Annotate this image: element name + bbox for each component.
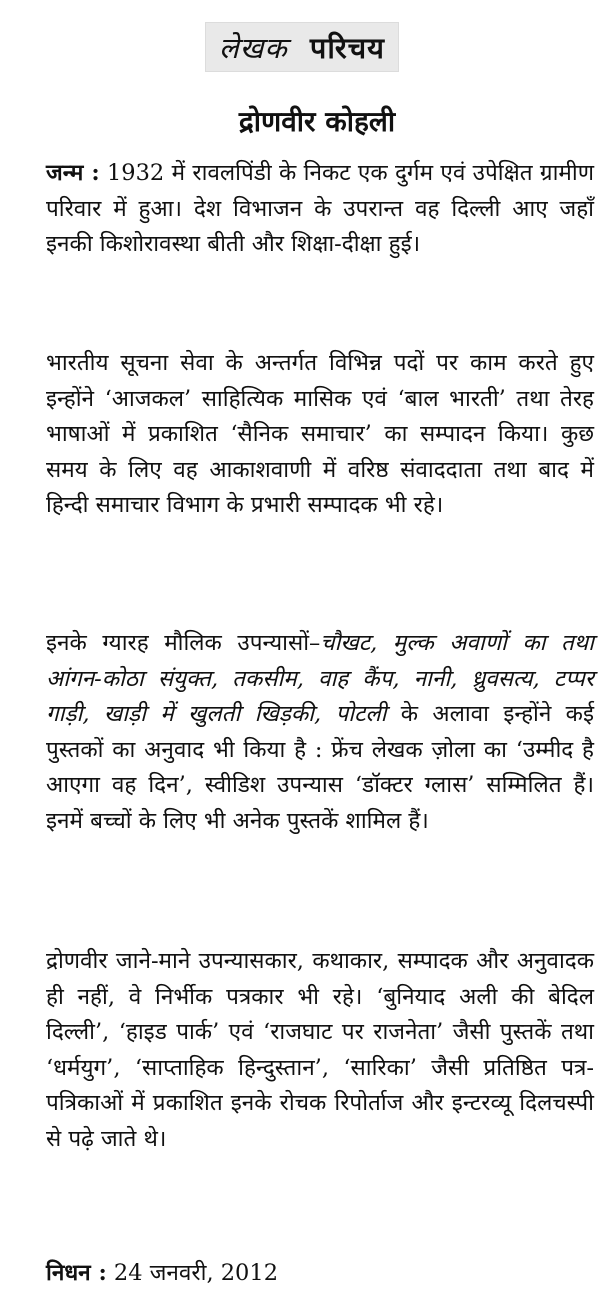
death-label: निधन : <box>46 1260 107 1286</box>
heading-word-lekhak: लेखक <box>219 30 288 65</box>
works-paragraph <box>46 626 594 839</box>
works-novels: चौखट, मुल्क अवाणों का तथा आंगन-कोठा संयुक्त, तकसीम, वाह कैंप, नानी, ध्रुवसत्य, टप्पर गाड़ी, खाड़ी में खुलती खिड़की, पोटली <box>46 630 594 727</box>
author-name: द्रोणवीर कोहली <box>238 105 396 138</box>
section-heading <box>219 28 385 67</box>
birth-label: जन्म : <box>46 160 100 186</box>
journalism-paragraph: द्रोणवीर जाने-माने उपन्यासकार, कथाकार, सम्पादक और अनुवादक ही नहीं, वे निर्भीक पत्रकार भी रहे। ‘बुनियाद अली की बेदिल दिल्ली’, ‘हाइड पार्क’ एवं ‘राजघाट पर राजनेता’ जैसी पुस्तकें तथा ‘धर्मयुग’, ‘साप्ताहिक हिन्दुस्तान’, ‘सारिका’ जैसी प्रतिष्ठित पत्र-पत्रिकाओं में प्रकाशित इनके रोचक रिपोर्ताज और इन्टरव्यू दिलचस्पी से पढ़े जाते थे। <box>46 948 594 1152</box>
death-text: 24 जनवरी, 2012 <box>106 1260 279 1286</box>
section-heading-box <box>205 22 399 72</box>
works-intro: इनके ग्यारह मौलिक उपन्यासों– <box>46 630 321 656</box>
career-paragraph: भारतीय सूचना सेवा के अन्तर्गत विभिन्न पदों पर काम करते हुए इन्होंने ‘आजकल’ साहित्यिक मासिक एवं ‘बाल भारती’ तथा तेरह भाषाओं में प्रकाशित ‘सैनिक समाचार’ का सम्पादन किया। कुछ समय के लिए वह आकाशवाणी में वरिष्ठ संवाददाता तथा बाद में हिन्दी समाचार विभाग के प्रभारी सम्पादक भी रहे। <box>46 350 594 518</box>
works-rest: के अलावा इन्होंने कई पुस्तकों का अनुवाद भी किया है : फ्रेंच लेखक ज़ोला का ‘उम्मीद है आएगा वह दिन’, स्वीडिश उपन्यास ‘डॉक्टर ग्लास’ सम्मिलित हैं। इनमें बच्चों के लिए भी अनेक पुस्तकें शामिल हैं। <box>46 701 594 834</box>
birth-text: 1932 में रावलपिंडी के निकट एक दुर्गम एवं उपेक्षित ग्रामीण परिवार में हुआ। देश विभाजन के उपरान्त वह दिल्ली आए जहाँ इनकी किशोरावस्था बीती और शिक्षा-दीक्षा हुई। <box>46 160 594 257</box>
heading-word-parichay: परिचय <box>309 30 385 65</box>
content-panel <box>34 92 600 1301</box>
death-paragraph <box>46 1256 594 1292</box>
header-band <box>0 0 600 92</box>
birth-paragraph <box>46 156 594 263</box>
